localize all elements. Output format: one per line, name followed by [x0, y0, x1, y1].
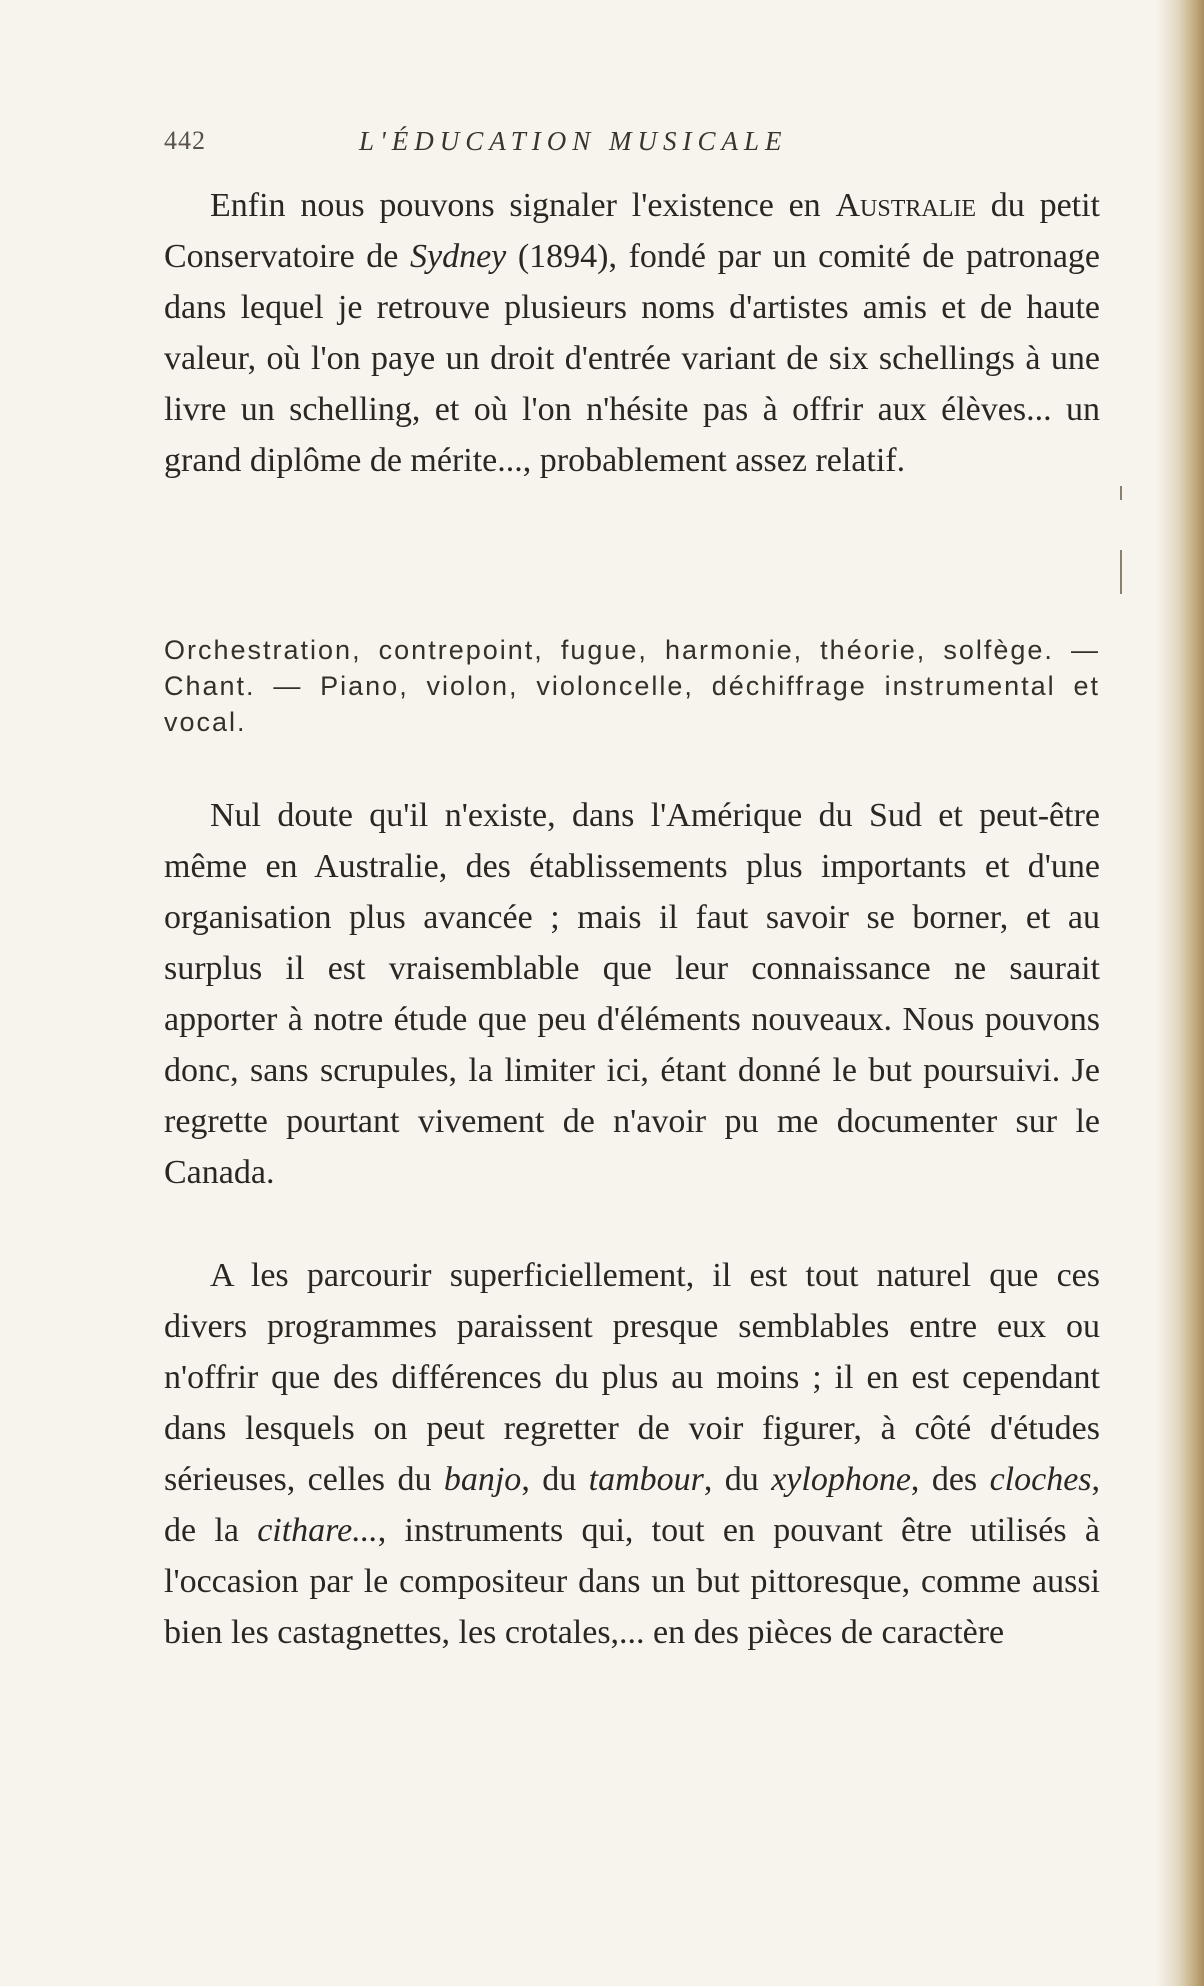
text-run: , de la: [164, 1461, 1101, 1549]
paragraph-programmes: [164, 1250, 1100, 1658]
running-title: L'ÉDUCATION MUSICALE: [359, 126, 788, 156]
text-run: du petit Conservatoire de: [164, 187, 1101, 275]
page-edge-shadow: [1156, 0, 1204, 1986]
instrument-name: xylophone: [771, 1461, 911, 1498]
text-run: , des: [910, 1461, 990, 1498]
text-run: (1894), fondé par un comité de patronage dans lequel je retrouve plusieurs noms d'artistes amis et de haute valeur, où l'on paye un droit d'entrée variant de six schellings à une livre un schelling, et où l'on n'hésite pas à offrir aux élèves... un grand diplôme de mérite..., probablement assez relatif.: [164, 238, 1100, 479]
instrument-name: cithare...: [257, 1512, 378, 1549]
text-run: Enfin nous pouvons signaler l'existence en: [210, 187, 836, 224]
text-run: , instruments qui, tout en pouvant être utilisés à l'occasion par le compositeur dans un but pittoresque, comme aussi bien les castagnettes, les crotales,... en des pièces de caractère: [164, 1512, 1100, 1651]
instrument-name: tambour: [588, 1461, 704, 1498]
text-run: , du: [703, 1461, 772, 1498]
city-name: Sydney: [409, 238, 507, 275]
page-header: [164, 126, 1100, 166]
text-run: , du: [521, 1461, 589, 1498]
paragraph-sydney: [164, 180, 1100, 486]
instrument-name: banjo: [443, 1461, 522, 1498]
instrument-name: cloches: [989, 1461, 1092, 1498]
country-name: Australie: [835, 187, 977, 224]
page-number: 442: [164, 126, 206, 155]
margin-mark: [1120, 486, 1122, 500]
paragraph-other-establishments: Nul doute qu'il n'existe, dans l'Amérique du Sud et peut-être même en Australie, des établissements plus importants et d'une organisation plus avancée ; mais il faut savoir se borner, et au surplus il est vraisemblable que leur connaissance ne saurait apporter à notre étude que peu d'éléments nouveaux. Nous pouvons donc, sans scrupules, la limiter ici, étant donné le but poursuivi. Je regrette pourtant vivement de n'avoir pu me documenter sur le Canada.: [164, 797, 1100, 1191]
curriculum-list: Orchestration, contrepoint, fugue, harmonie, théorie, solfège. — Chant. — Piano, violon, violoncelle, déchiffrage instrumental et vocal.: [164, 635, 1100, 737]
text-run: A les parcourir superficiellement, il est tout naturel que ces divers programmes paraissent presque semblables entre eux ou n'offrir que des différences du plus au moins ; il en est cependant dans lesquels on peut regretter de voir figurer, à côté d'études sérieuses, celles du: [164, 1257, 1100, 1498]
margin-mark: [1120, 550, 1122, 594]
